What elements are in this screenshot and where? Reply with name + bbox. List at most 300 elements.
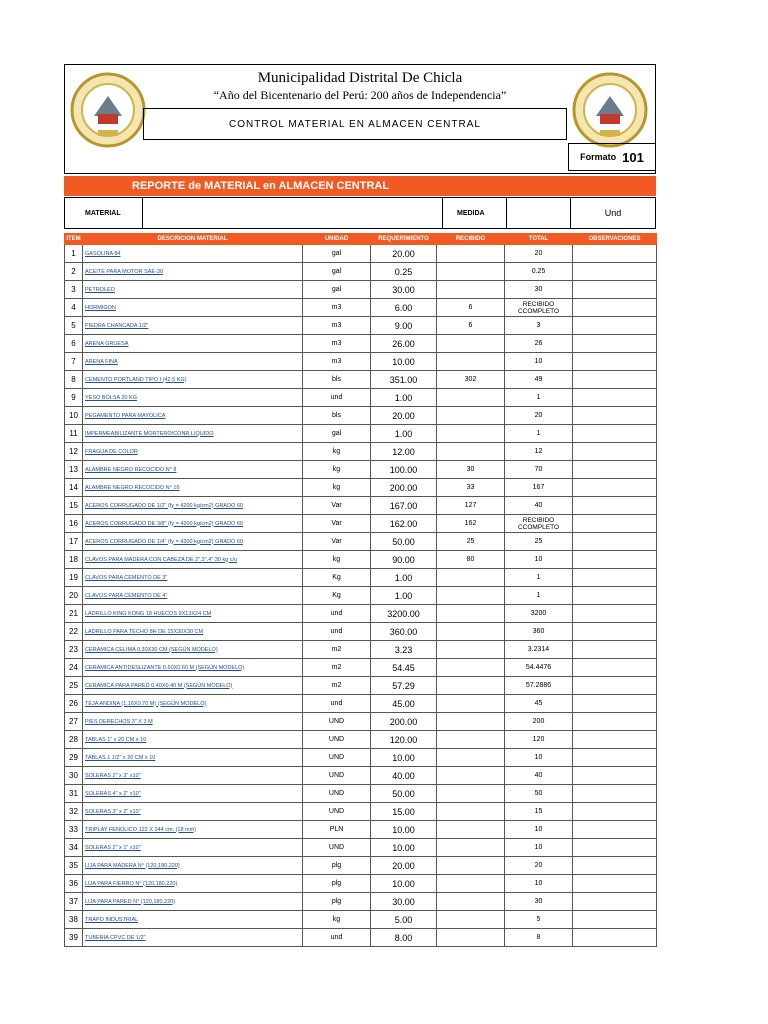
requirement-cell: 50.00 — [371, 533, 437, 551]
formato-box — [568, 143, 656, 171]
item-cell: 22 — [65, 623, 83, 641]
observations-cell — [573, 911, 657, 929]
table-row — [65, 821, 657, 839]
observations-cell — [573, 623, 657, 641]
column-header: REQUERIMIENTO — [371, 234, 437, 245]
unit-cell: gal — [303, 245, 371, 263]
item-cell: 27 — [65, 713, 83, 731]
item-cell: 1 — [65, 245, 83, 263]
total-cell: 120 — [505, 731, 573, 749]
unit-cell: m3 — [303, 317, 371, 335]
item-cell: 36 — [65, 875, 83, 893]
unit-cell: Var — [303, 533, 371, 551]
item-cell: 17 — [65, 533, 83, 551]
total-cell: 50 — [505, 785, 573, 803]
unit-cell: und — [303, 929, 371, 947]
total-cell: 25 — [505, 533, 573, 551]
item-cell: 20 — [65, 587, 83, 605]
unit-cell: und — [303, 623, 371, 641]
table-row — [65, 443, 657, 461]
column-header: RECIBIDO — [437, 234, 505, 245]
formato-label: Formato — [580, 152, 617, 162]
observations-cell — [573, 677, 657, 695]
table-row — [65, 641, 657, 659]
observations-cell — [573, 443, 657, 461]
column-header: OBSERVACIONES — [573, 234, 657, 245]
table-row — [65, 245, 657, 263]
material-row — [64, 197, 656, 229]
received-cell — [437, 281, 505, 299]
observations-cell — [573, 821, 657, 839]
received-cell: 25 — [437, 533, 505, 551]
requirement-cell: 200.00 — [371, 713, 437, 731]
observations-cell — [573, 497, 657, 515]
total-cell: 57.2886 — [505, 677, 573, 695]
requirement-cell: 3.23 — [371, 641, 437, 659]
unit-cell: Var — [303, 515, 371, 533]
description-link[interactable]: SOLERAS 4" x 2" x10" — [83, 785, 303, 803]
material-input[interactable] — [143, 198, 443, 228]
requirement-cell: 5.00 — [371, 911, 437, 929]
received-cell — [437, 263, 505, 281]
item-cell: 28 — [65, 731, 83, 749]
observations-cell — [573, 515, 657, 533]
column-header: DESCRICION MATERIAL — [83, 234, 303, 245]
observations-cell — [573, 731, 657, 749]
unit-cell: UND — [303, 785, 371, 803]
unit-cell: PLN — [303, 821, 371, 839]
requirement-cell: 1.00 — [371, 425, 437, 443]
received-cell — [437, 353, 505, 371]
received-cell — [437, 857, 505, 875]
received-cell: 6 — [437, 299, 505, 317]
total-cell: 45 — [505, 695, 573, 713]
received-cell — [437, 749, 505, 767]
table-row — [65, 551, 657, 569]
description-link[interactable]: ALAMBRE NEGRO RECOCIDO N° 16 — [83, 479, 303, 497]
total-cell: 10 — [505, 839, 573, 857]
unit-cell: kg — [303, 461, 371, 479]
unit-cell: UND — [303, 713, 371, 731]
total-cell: 54.4476 — [505, 659, 573, 677]
table-row — [65, 767, 657, 785]
unit-cell: Kg — [303, 587, 371, 605]
table-row — [65, 389, 657, 407]
requirement-cell: 26.00 — [371, 335, 437, 353]
table-row — [65, 749, 657, 767]
requirement-cell: 1.00 — [371, 569, 437, 587]
table-row — [65, 677, 657, 695]
observations-cell — [573, 605, 657, 623]
table-row — [65, 317, 657, 335]
municipal-seal-icon — [570, 70, 650, 150]
received-cell: 162 — [437, 515, 505, 533]
unit-cell: m2 — [303, 677, 371, 695]
description-link[interactable]: PIES DERECHOS 3" X 3 M — [83, 713, 303, 731]
table-row — [65, 407, 657, 425]
requirement-cell: 360.00 — [371, 623, 437, 641]
item-cell: 32 — [65, 803, 83, 821]
description-link[interactable]: ALAMBRE NEGRO RECOCIDO N° 8 — [83, 461, 303, 479]
description-link[interactable]: TRAPO INDUSTRIAL — [83, 911, 303, 929]
received-cell: 6 — [437, 317, 505, 335]
description-link[interactable]: SOLERAS 2" x 3" x10" — [83, 767, 303, 785]
requirement-cell: 1.00 — [371, 389, 437, 407]
total-cell: 3 — [505, 317, 573, 335]
description-link[interactable]: TUBERIA CPVC DE 1/2" — [83, 929, 303, 947]
total-cell: 1 — [505, 569, 573, 587]
total-cell: 26 — [505, 335, 573, 353]
observations-cell — [573, 371, 657, 389]
unit-cell: gal — [303, 263, 371, 281]
total-cell: 40 — [505, 497, 573, 515]
item-cell: 3 — [65, 281, 83, 299]
description-link[interactable]: CERAMICA PARA PARED 0.40X0.40 M (SEGÚN MODELO) — [83, 677, 303, 695]
description-link[interactable]: PETROLEO — [83, 281, 303, 299]
received-cell — [437, 875, 505, 893]
table-row — [65, 929, 657, 947]
total-cell: 3.2314 — [505, 641, 573, 659]
requirement-cell: 200.00 — [371, 479, 437, 497]
item-cell: 34 — [65, 839, 83, 857]
observations-cell — [573, 839, 657, 857]
unit-cell: kg — [303, 551, 371, 569]
requirement-cell: 162.00 — [371, 515, 437, 533]
observations-cell — [573, 695, 657, 713]
description-link[interactable]: HORMIGON — [83, 299, 303, 317]
unit-cell: UND — [303, 803, 371, 821]
total-cell: 10 — [505, 821, 573, 839]
description-link[interactable]: CERAMICA CELIMA 0.30X30 CM (SEGÚN MODELO) — [83, 641, 303, 659]
observations-cell — [573, 389, 657, 407]
table-row — [65, 659, 657, 677]
item-cell: 16 — [65, 515, 83, 533]
requirement-cell: 167.00 — [371, 497, 437, 515]
requirement-cell: 3200.00 — [371, 605, 437, 623]
received-cell — [437, 911, 505, 929]
unit-cell: m2 — [303, 659, 371, 677]
table-row — [65, 893, 657, 911]
received-cell — [437, 731, 505, 749]
table-row — [65, 425, 657, 443]
observations-cell — [573, 479, 657, 497]
table-row — [65, 713, 657, 731]
observations-cell — [573, 713, 657, 731]
requirement-cell: 30.00 — [371, 281, 437, 299]
received-cell — [437, 695, 505, 713]
table-row — [65, 461, 657, 479]
total-cell: 200 — [505, 713, 573, 731]
description-link[interactable]: ACEROS CORRUGADO DE 1/2" (fy = 4200 kg/cm2) GRADO 60 — [83, 497, 303, 515]
unit-cell: gal — [303, 281, 371, 299]
unit-cell: bls — [303, 407, 371, 425]
received-cell — [437, 443, 505, 461]
requirement-cell: 45.00 — [371, 695, 437, 713]
table-row — [65, 587, 657, 605]
table-row — [65, 695, 657, 713]
requirement-cell: 10.00 — [371, 875, 437, 893]
item-cell: 11 — [65, 425, 83, 443]
item-cell: 5 — [65, 317, 83, 335]
description-link[interactable]: ACEROS CORRUGADO DE 1/4" (fy = 4200 kg/cm2) GRADO 60 — [83, 533, 303, 551]
description-link[interactable]: TRIPLAY FENOLICO 122 X 244 cm. (18 mm) — [83, 821, 303, 839]
observations-cell — [573, 659, 657, 677]
unit-cell: plg — [303, 893, 371, 911]
total-cell: RECIBIDO CCOMPLETO — [505, 299, 573, 317]
materials-table — [64, 233, 657, 947]
description-link[interactable]: IMPERMEABILIZANTE MORTERO/CONR.LIQUIDO — [83, 425, 303, 443]
received-cell: 30 — [437, 461, 505, 479]
requirement-cell: 1.00 — [371, 587, 437, 605]
item-cell: 13 — [65, 461, 83, 479]
description-link[interactable]: CLAVOS PARA CEMENTO DE 3" — [83, 569, 303, 587]
received-cell — [437, 785, 505, 803]
table-row — [65, 623, 657, 641]
unit-cell: kg — [303, 443, 371, 461]
unit-cell: Var — [303, 497, 371, 515]
report-banner: REPORTE de MATERIAL en ALMACEN CENTRAL — [64, 176, 656, 196]
observations-cell — [573, 335, 657, 353]
item-cell: 31 — [65, 785, 83, 803]
table-row — [65, 857, 657, 875]
received-cell — [437, 569, 505, 587]
control-title: CONTROL MATERIAL EN ALMACEN CENTRAL — [143, 108, 567, 140]
observations-cell — [573, 641, 657, 659]
formato-number: 101 — [622, 149, 644, 165]
item-cell: 4 — [65, 299, 83, 317]
item-cell: 38 — [65, 911, 83, 929]
observations-cell — [573, 749, 657, 767]
unit-cell: UND — [303, 731, 371, 749]
unit-cell: gal — [303, 425, 371, 443]
received-cell — [437, 839, 505, 857]
observations-cell — [573, 317, 657, 335]
item-cell: 7 — [65, 353, 83, 371]
description-link[interactable]: CEMENTO PORTLAND TIPO I (42.5 KG) — [83, 371, 303, 389]
table-row — [65, 497, 657, 515]
requirement-cell: 8.00 — [371, 929, 437, 947]
observations-cell — [573, 803, 657, 821]
total-cell: 1 — [505, 389, 573, 407]
unit-cell: m2 — [303, 641, 371, 659]
unit-cell: m3 — [303, 335, 371, 353]
description-link[interactable]: PIEDRA CHANCADA 1/2" — [83, 317, 303, 335]
observations-cell — [573, 857, 657, 875]
observations-cell — [573, 245, 657, 263]
table-header-row — [65, 234, 657, 245]
requirement-cell: 57.29 — [371, 677, 437, 695]
description-link[interactable]: LADRILLO KING KONG 18 HUECOS 9X13X24 CM — [83, 605, 303, 623]
description-link[interactable]: TABLAS 1 1/2" x 20 CM x 10 — [83, 749, 303, 767]
item-cell: 24 — [65, 659, 83, 677]
table-row — [65, 875, 657, 893]
description-link[interactable]: PEGAMENTO PARA MAYOLICA — [83, 407, 303, 425]
total-cell: 30 — [505, 281, 573, 299]
received-cell — [437, 623, 505, 641]
requirement-cell: 100.00 — [371, 461, 437, 479]
total-cell: 0.25 — [505, 263, 573, 281]
unit-cell: und — [303, 389, 371, 407]
table-body — [65, 245, 657, 947]
table-row — [65, 479, 657, 497]
total-cell: 360 — [505, 623, 573, 641]
item-cell: 30 — [65, 767, 83, 785]
item-cell: 37 — [65, 893, 83, 911]
requirement-cell: 90.00 — [371, 551, 437, 569]
total-cell: 20 — [505, 245, 573, 263]
medida-label: MEDIDA — [443, 198, 507, 228]
item-cell: 10 — [65, 407, 83, 425]
requirement-cell: 10.00 — [371, 353, 437, 371]
description-link[interactable]: CERAMICA ANTIDESLIZANTE 0.60X0.60 M (SEGÚN MODELO) — [83, 659, 303, 677]
total-cell: 167 — [505, 479, 573, 497]
received-cell: 33 — [437, 479, 505, 497]
requirement-cell: 10.00 — [371, 821, 437, 839]
received-cell — [437, 605, 505, 623]
requirement-cell: 54.45 — [371, 659, 437, 677]
received-cell — [437, 893, 505, 911]
item-cell: 21 — [65, 605, 83, 623]
description-link[interactable]: TABLAS 1" x 20 CM x 10 — [83, 731, 303, 749]
unit-cell: plg — [303, 857, 371, 875]
description-link[interactable]: LADRILLO PARA TECHO 8H DE 15X30X30 CM — [83, 623, 303, 641]
description-link[interactable]: SOLERAS 3" x 2" x10" — [83, 803, 303, 821]
unit-cell: bls — [303, 371, 371, 389]
observations-cell — [573, 407, 657, 425]
item-cell: 23 — [65, 641, 83, 659]
table-row — [65, 803, 657, 821]
description-link[interactable]: LIJA PARA FIERRO N° (120,180,220) — [83, 875, 303, 893]
received-cell: 302 — [437, 371, 505, 389]
item-cell: 35 — [65, 857, 83, 875]
total-cell: 1 — [505, 587, 573, 605]
total-cell: RECIBIDO CCOMPLETO — [505, 515, 573, 533]
item-cell: 29 — [65, 749, 83, 767]
table-row — [65, 515, 657, 533]
item-cell: 25 — [65, 677, 83, 695]
description-link[interactable]: LIJA PARA PARED N° (120,180,220) — [83, 893, 303, 911]
requirement-cell: 9.00 — [371, 317, 437, 335]
total-cell: 20 — [505, 407, 573, 425]
item-cell: 15 — [65, 497, 83, 515]
unit-cell: UND — [303, 839, 371, 857]
description-link[interactable]: YESO BOLSA 20 KG — [83, 389, 303, 407]
received-cell — [437, 425, 505, 443]
requirement-cell: 50.00 — [371, 785, 437, 803]
observations-cell — [573, 299, 657, 317]
total-cell: 12 — [505, 443, 573, 461]
item-cell: 6 — [65, 335, 83, 353]
received-cell — [437, 587, 505, 605]
unit-cell: UND — [303, 767, 371, 785]
unit-cell: kg — [303, 479, 371, 497]
requirement-cell: 20.00 — [371, 407, 437, 425]
received-cell — [437, 407, 505, 425]
received-cell — [437, 335, 505, 353]
received-cell — [437, 677, 505, 695]
description-link[interactable]: ACEROS CORRUGADO DE 3/8" (fy = 4200 kg/cm2) GRADO 60 — [83, 515, 303, 533]
total-cell: 1 — [505, 425, 573, 443]
observations-cell — [573, 263, 657, 281]
requirement-cell: 15.00 — [371, 803, 437, 821]
total-cell: 70 — [505, 461, 573, 479]
total-cell: 10 — [505, 875, 573, 893]
description-link[interactable]: CLAVOS PARA CEMENTO DE 4" — [83, 587, 303, 605]
received-cell — [437, 821, 505, 839]
description-link[interactable]: CLAVOS PARA MADERA CON CABEZA DE 2",3",4" 30 kg c/u — [83, 551, 303, 569]
description-link[interactable]: ARENA GRUESA — [83, 335, 303, 353]
description-link[interactable]: GASOLINA 84 — [83, 245, 303, 263]
observations-cell — [573, 587, 657, 605]
total-cell: 5 — [505, 911, 573, 929]
received-cell: 127 — [437, 497, 505, 515]
total-cell: 10 — [505, 551, 573, 569]
observations-cell — [573, 875, 657, 893]
received-cell — [437, 659, 505, 677]
item-cell: 8 — [65, 371, 83, 389]
item-cell: 14 — [65, 479, 83, 497]
received-cell — [437, 713, 505, 731]
observations-cell — [573, 929, 657, 947]
total-cell: 20 — [505, 857, 573, 875]
item-cell: 9 — [65, 389, 83, 407]
received-cell — [437, 245, 505, 263]
unit-cell: und — [303, 695, 371, 713]
requirement-cell: 10.00 — [371, 839, 437, 857]
total-cell: 40 — [505, 767, 573, 785]
received-cell — [437, 767, 505, 785]
description-link[interactable]: LIJA PARA MADERA N° (120,180,220) — [83, 857, 303, 875]
item-cell: 12 — [65, 443, 83, 461]
observations-cell — [573, 533, 657, 551]
received-cell — [437, 641, 505, 659]
requirement-cell: 0.25 — [371, 263, 437, 281]
observations-cell — [573, 281, 657, 299]
table-row — [65, 731, 657, 749]
requirement-cell: 12.00 — [371, 443, 437, 461]
observations-cell — [573, 551, 657, 569]
item-cell: 33 — [65, 821, 83, 839]
unit-cell: und — [303, 605, 371, 623]
total-cell: 8 — [505, 929, 573, 947]
total-cell: 49 — [505, 371, 573, 389]
description-link[interactable]: FRAGUA DE COLOR — [83, 443, 303, 461]
description-link[interactable]: ACEITE PARA MOTOR SAE-30 — [83, 263, 303, 281]
description-link[interactable]: TEJA ANDINA (1.16X0.70 M) (SEGÚN MODELO) — [83, 695, 303, 713]
received-cell — [437, 803, 505, 821]
observations-cell — [573, 569, 657, 587]
total-cell: 10 — [505, 353, 573, 371]
requirement-cell: 30.00 — [371, 893, 437, 911]
unit-cell: plg — [303, 875, 371, 893]
item-cell: 19 — [65, 569, 83, 587]
material-label: MATERIAL — [65, 198, 143, 228]
requirement-cell: 20.00 — [371, 857, 437, 875]
medida-input[interactable] — [507, 198, 571, 228]
municipal-seal-icon — [68, 70, 148, 150]
total-cell: 3200 — [505, 605, 573, 623]
observations-cell — [573, 767, 657, 785]
item-cell: 2 — [65, 263, 83, 281]
column-header: TOTAL — [505, 234, 573, 245]
description-link[interactable]: SOLERAS 2" x 1" x10" — [83, 839, 303, 857]
description-link[interactable]: ARENA FINA — [83, 353, 303, 371]
total-cell: 10 — [505, 749, 573, 767]
total-cell: 15 — [505, 803, 573, 821]
table-row — [65, 605, 657, 623]
table-row — [65, 911, 657, 929]
table-row — [65, 839, 657, 857]
